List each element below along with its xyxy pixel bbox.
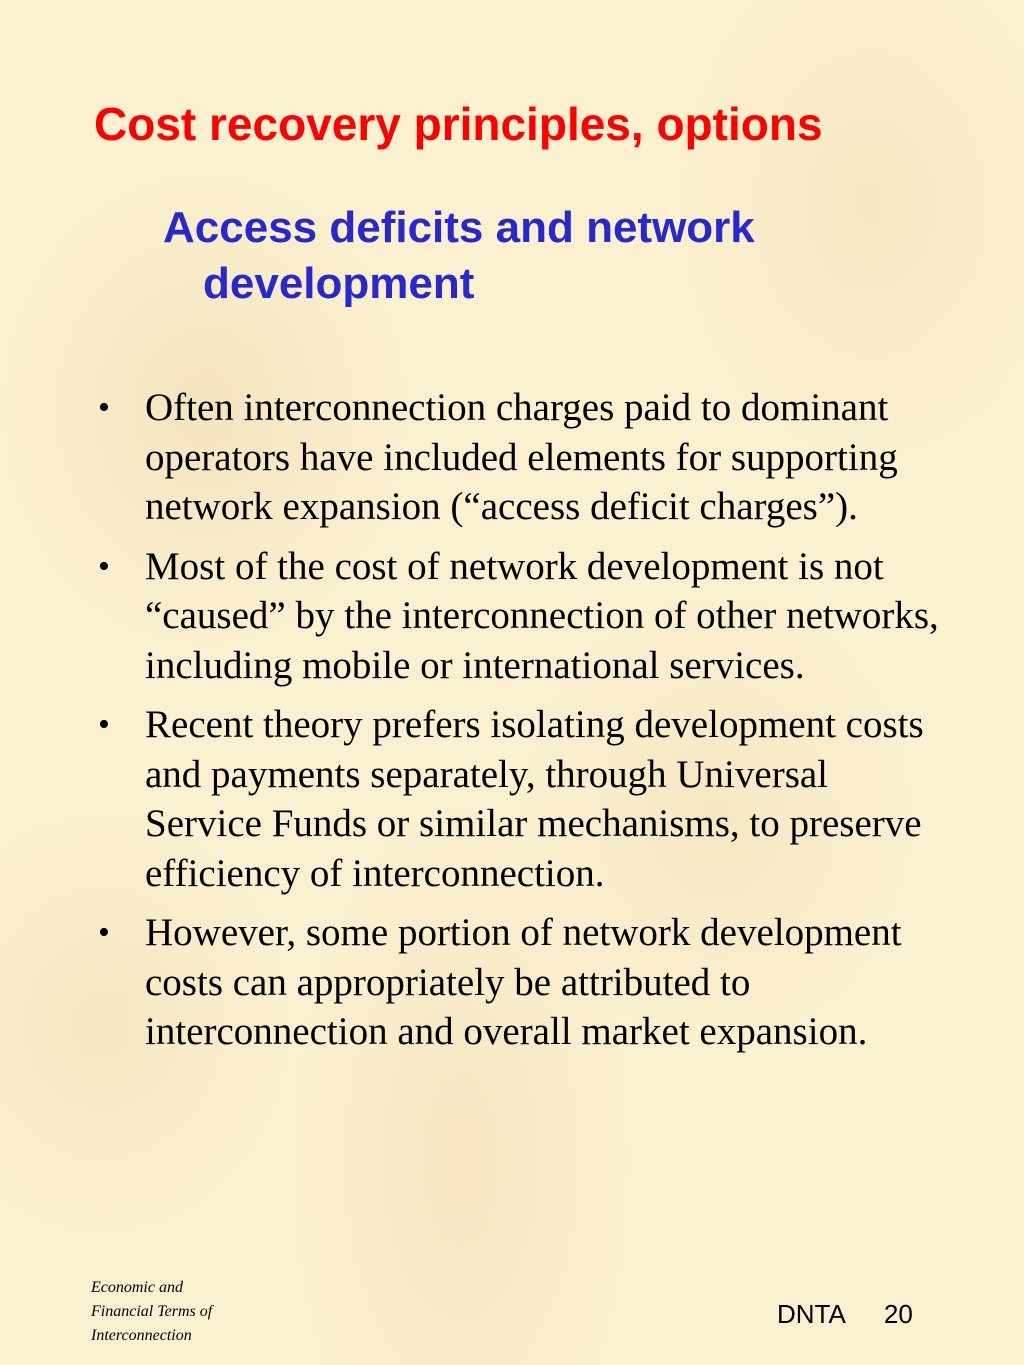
- bullet-icon: •: [98, 547, 110, 585]
- bullet-item: [98, 383, 948, 532]
- bullet-text: However, some portion of network development costs can appropriately be attributed to interconnection and overall market expansion.: [145, 911, 902, 1053]
- bullet-icon: •: [98, 914, 110, 951]
- bullet-text: Recent theory prefers isolating development costs and payments separately, through Universal Service Funds or similar mechanisms, to preserve efficiency of interconnection.: [145, 703, 924, 895]
- page-number: 20: [883, 1299, 913, 1329]
- footer-source-line: Interconnection: [91, 1327, 192, 1344]
- footer-source-line: Financial Terms of: [91, 1303, 213, 1320]
- slide-subtitle: Access deficits and network development: [163, 203, 755, 308]
- slide-title: Cost recovery principles, options: [94, 98, 823, 150]
- bullet-item: [98, 908, 948, 1057]
- bullet-item: [98, 700, 948, 898]
- footer-source-line: Economic and: [91, 1279, 183, 1296]
- footer-right: [777, 1298, 913, 1330]
- bullet-list: [98, 383, 948, 1067]
- bullet-icon: •: [98, 389, 110, 426]
- bullet-item: [98, 542, 948, 691]
- bullet-icon: •: [98, 706, 110, 743]
- footer-label: DNTA: [777, 1299, 846, 1329]
- bullet-text: Most of the cost of network development is not “caused” by the interconnection of other networks, including mobile or international services.: [145, 544, 939, 687]
- footer-source: [91, 1276, 212, 1348]
- bullet-text: Often interconnection charges paid to dominant operators have included elements for supporting network expansion (“access deficit charges”).: [145, 386, 898, 528]
